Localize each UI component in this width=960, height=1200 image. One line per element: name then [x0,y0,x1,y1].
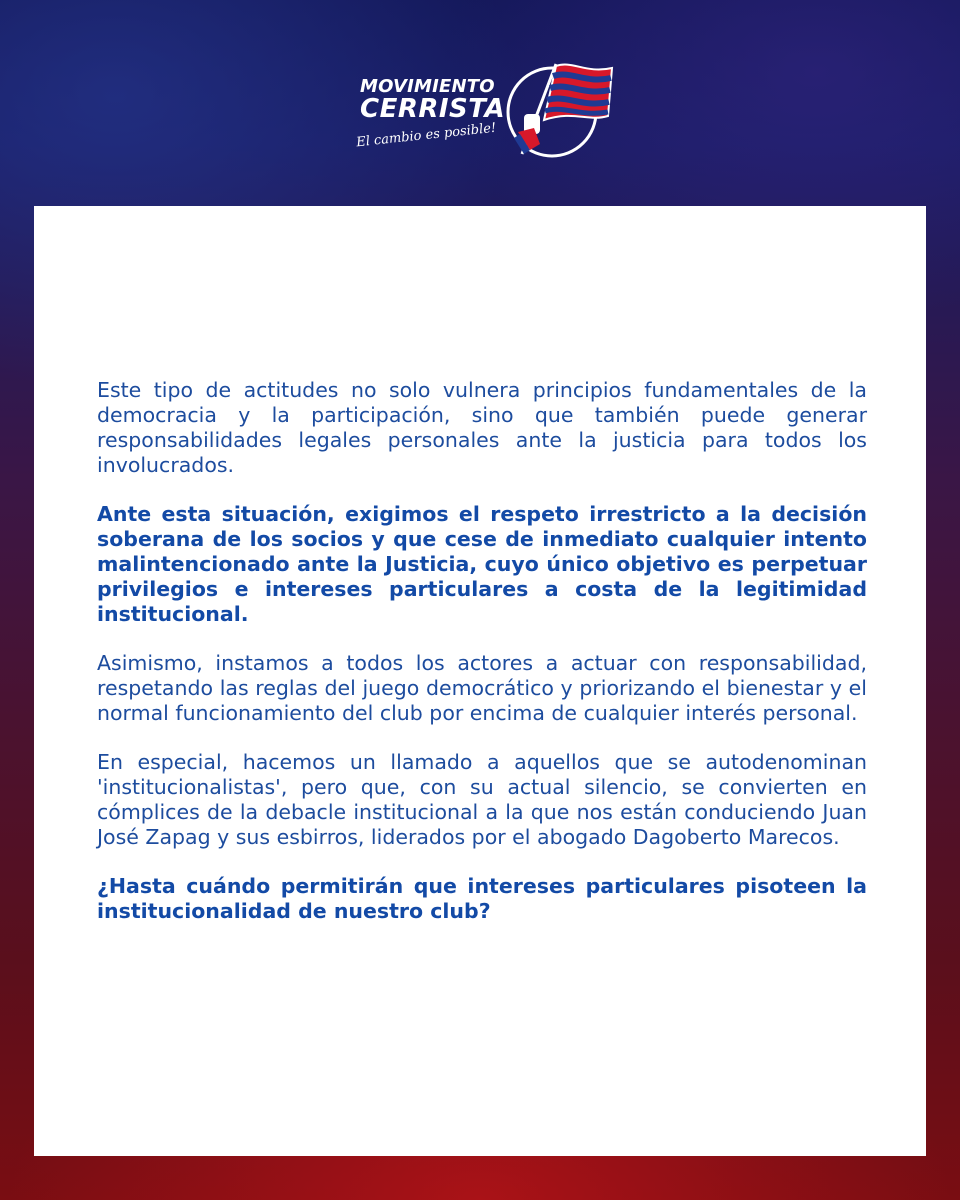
closing-question: ¿Hasta cuándo permitirán que intereses particulares pisoteen la institucionalidad de nuestro club? [97,874,867,923]
flag-emblem-icon [500,58,618,160]
logo-line-movimiento: MOVIMIENTO [360,76,495,97]
paragraph-1: Este tipo de actitudes no solo vulnera principios fundamentales de la democracia y la participación, sino que también puede generar responsabilidades legales personales ante la justicia para todos los involucrados. [97,378,867,477]
paragraph-4: En especial, hacemos un llamado a aquellos que se autodenominan 'institucionalistas', pero que, con su actual silencio, se convierten en cómplices de la debacle institucional a la que nos están conduciendo Juan José Zapag y sus esbirros, liderados por el abogado Dagoberto Marecos. [97,750,867,849]
paragraph-3: Asimismo, instamos a todos los actores a actuar con responsabilidad, respetando las reglas del juego democrático y priorizando el bienestar y el normal funcionamiento del club por encima de cualquier interés personal. [97,651,867,725]
statement-card [34,206,926,1156]
logo-tagline: El cambio es posible! [355,120,497,151]
paragraph-2-demand: Ante esta situación, exigimos el respeto irrestricto a la decisión soberana de los socios y que cese de inmediato cualquier intento malintencionado ante la Justicia, cuyo único objetivo es perpetuar privilegios e intereses particulares a costa de la legitimidad institucional. [97,502,867,626]
statement-body [97,378,867,948]
movimiento-cerrista-logo [352,56,616,160]
logo-line-cerrista: CERRISTA [360,94,506,124]
